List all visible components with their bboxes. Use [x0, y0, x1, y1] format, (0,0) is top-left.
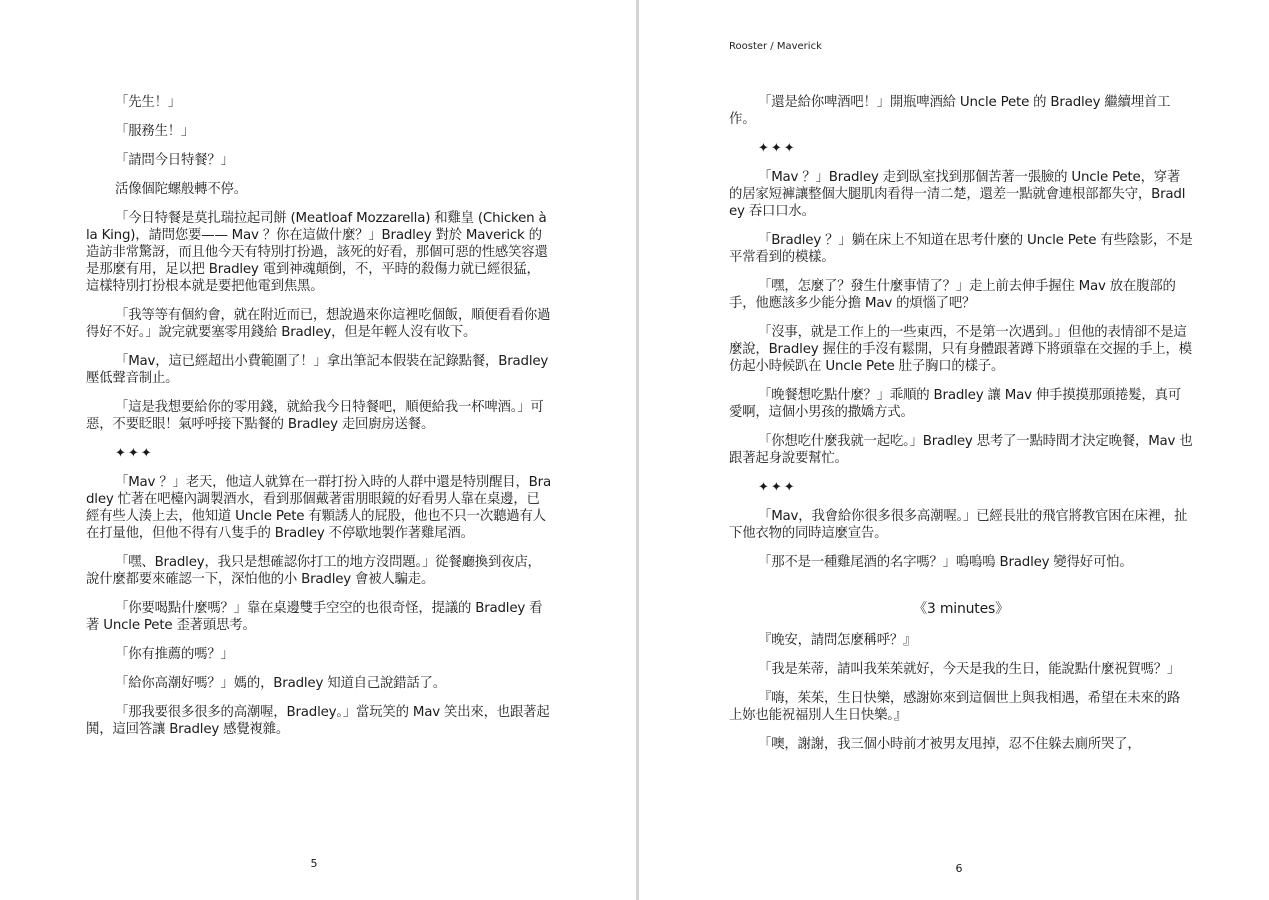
paragraph: 「那不是一種雞尾酒的名字嗎？」嗚嗚嗚 Bradley 變得好可怕。 — [758, 555, 1133, 570]
paragraph: 「沒事，就是工作上的一些東西，不是第一次遇到。」但他的表情卻不是這麼說，Bradley 握住的手沒有鬆開，只有身體跟著蹲下將頭靠在交握的手上，模仿起小時候趴在 Uncle Pete 肚子胸口的樣子。 — [729, 325, 1192, 374]
paragraph: 「Bradley ？」躺在床上不知道在思考什麼的 Uncle Pete 有些陰影，不是平常看到的模樣。 — [729, 233, 1193, 265]
paragraph: 『晚安，請問怎麼稱呼？』 — [758, 633, 917, 648]
section-separator: ✦✦✦ — [115, 446, 154, 461]
paragraph: 「你想吃什麼我就一起吃。」Bradley 思考了一點時間才決定晚餐，Mav 也跟著起身說要幫忙。 — [729, 434, 1193, 466]
page-number: 5 — [310, 857, 318, 870]
paragraph: 「你有推薦的嗎？」 — [115, 647, 234, 662]
page-number: 6 — [955, 862, 963, 875]
paragraph: 「那我要很多很多的高潮喔，Bradley。」當玩笑的 Mav 笑出來，也跟著起鬨，這回答讓 Bradley 感覺複雜。 — [86, 705, 550, 737]
paragraph: 「Mav ？」老天，他這人就算在一群打扮入時的人群中還是特別醒目，Bradley 忙著在吧檯內調製酒水，看到那個戴著雷朋眼鏡的好看男人靠在桌邊，已經有些人湊上去，他知道 Uncle Pete 有顆誘人的屁股，他也不只一次聽過有人在打量他，但他不得有八隻手的 Bradley 不停歇地製作著雞尾酒。 — [86, 475, 551, 541]
paragraph: 「你要喝點什麼嗎？」靠在桌邊雙手空空的也很奇怪，提議的 Bradley 看著 Uncle Pete 歪著頭思考。 — [86, 601, 543, 633]
paragraph: 「我等等有個約會，就在附近而已，想說過來你這裡吃個飯，順便看看你過得好不好。」說完就要塞零用錢給 Bradley，但是年輕人沒有收下。 — [86, 308, 551, 340]
paragraph: 「給你高潮好嗎？」媽的，Bradley 知道自己說錯話了。 — [115, 676, 446, 691]
right-page-body — [729, 94, 1193, 765]
paragraph: 「晚餐想吃點什麼？」乖順的 Bradley 讓 Mav 伸手摸摸那頭捲髮，真可愛啊，這個小男孩的撒嬌方式。 — [729, 388, 1181, 420]
paragraph: 『嗨，茱茱，生日快樂，感謝妳來到這個世上與我相遇，希望在未來的路上妳也能祝福別人生日快樂。』 — [729, 691, 1181, 723]
chapter-title: 《3 minutes》 — [913, 601, 1009, 617]
paragraph: 「噢，謝謝，我三個小時前才被男友甩掉，忍不住躲去廁所哭了， — [758, 737, 1141, 752]
paragraph: 「Mav ？」Bradley 走到臥室找到那個苦著一張臉的 Uncle Pete，穿著的居家短褲讓整個大腿肌肉看得一清二楚，還差一點就會連根部都失守，Bradley 吞口口水。 — [729, 170, 1186, 219]
paragraph: 「我是茱蒂，請叫我茱茱就好，今天是我的生日，能說點什麼祝賀嗎？」 — [758, 662, 1181, 677]
paragraph: 「嘿、Bradley，我只是想確認你打工的地方沒問題。」從餐廳換到夜店，說什麼都要來確認一下，深怕他的小 Bradley 會被人騙走。 — [86, 555, 541, 587]
running-header: Rooster / Maverick — [729, 41, 822, 52]
paragraph: 「Mav，這已經超出小費範圍了！」拿出筆記本假裝在記錄點餐，Bradley 壓低聲音制止。 — [86, 354, 549, 386]
paragraph: 活像個陀螺般轉不停。 — [115, 182, 247, 197]
section-separator: ✦✦✦ — [758, 141, 797, 156]
paragraph: 「Mav，我會給你很多很多高潮喔。」已經長壯的飛官將教官困在床裡，扯下他衣物的同時這麼宣告。 — [729, 509, 1188, 541]
section-separator: ✦✦✦ — [758, 480, 797, 495]
paragraph: 「還是給你啤酒吧！」開瓶啤酒給 Uncle Pete 的 Bradley 繼續埋首工作。 — [729, 95, 1171, 127]
left-page-body — [86, 94, 552, 750]
paragraph: 「今日特餐是莫扎瑞拉起司餅 (Meatloaf Mozzarella) 和雞皇 (Chicken à la King)，請問您要—— Mav ？你在這做什麼？」Bradley 對於 Maverick 的造訪非常驚訝，而且他今天有特別打扮過，該死的好看，那個可惡的性感笑容還是那麼有用，足以把 Bradley 電到神魂顛倒，不，平時的殺傷力就已經很猛，這樣特別打扮根本就是要把他電到焦黑。 — [86, 211, 548, 294]
paragraph: 「先生！」 — [115, 95, 181, 110]
right-page — [639, 0, 1269, 900]
paragraph: 「服務生！」 — [115, 124, 195, 139]
paragraph: 「請問今日特餐？」 — [115, 153, 234, 168]
paragraph: 「這是我想要給你的零用錢，就給我今日特餐吧，順便給我一杯啤酒。」可惡，不要眨眼！氣呼呼接下點餐的 Bradley 走回廚房送餐。 — [86, 400, 544, 432]
paragraph: 「嘿，怎麼了？發生什麼事情了？」走上前去伸手握住 Mav 放在腹部的手，他應該多少能分擔 Mav 的煩惱了吧？ — [729, 279, 1176, 311]
